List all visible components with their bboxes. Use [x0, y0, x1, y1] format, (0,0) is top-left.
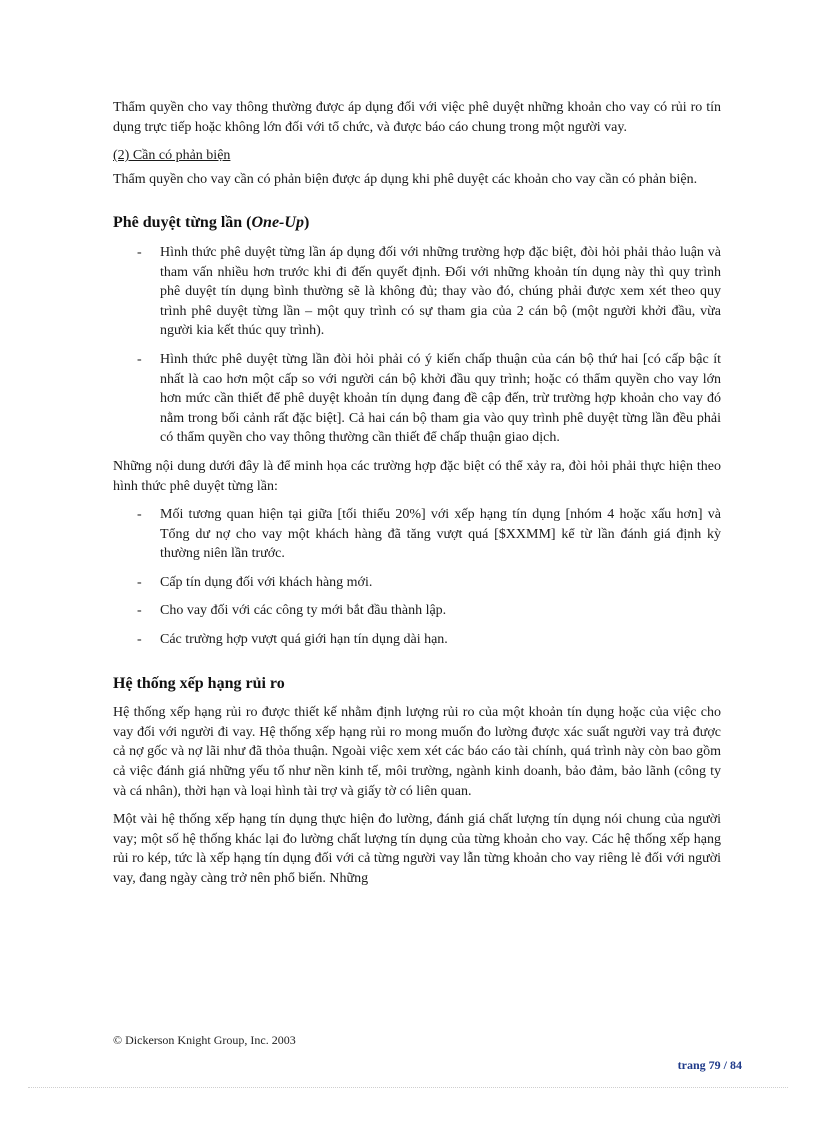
one-up-bullet-list	[113, 243, 721, 448]
list-item-text: Các trường hợp vượt quá giới hạn tín dụng dài hạn.	[160, 632, 448, 648]
page-number: trang 79 / 84	[677, 1058, 742, 1072]
special-cases-list	[113, 505, 721, 650]
list-item	[113, 630, 721, 650]
page-bottom-divider	[28, 1087, 788, 1088]
list-item	[113, 505, 721, 564]
section-title-one-up: Phê duyệt từng lần	[113, 214, 243, 232]
section-heading-risk-rating: Hệ thống xếp hạng rủi ro	[113, 674, 285, 692]
list-item	[113, 350, 721, 448]
bullet-dash: -	[137, 507, 142, 523]
paragraph-risk-rating-2: Một vài hệ thống xếp hạng tín dụng thực hiện đo lường, đánh giá chất lượng tín dụng nói chung của người vay; một số hệ thống khác lại đo lường chất lượng tín dụng của từng khoản cho vay. Các hệ thống xếp hạng rủi ro kép, tức là xếp hạng tín dụng đối với cả từng người vay lẫn từng khoản cho vay riêng lẻ đối với người vay, đang ngày càng trở nên phổ biến. Những	[113, 812, 721, 886]
paragraph-review-authority: Thẩm quyền cho vay cần có phản biện được áp dụng khi phê duyệt các khoản cho vay cần có phản biện.	[113, 171, 698, 187]
bullet-dash: -	[137, 632, 142, 648]
list-item-text: Mối tương quan hiện tại giữa [tối thiểu 20%] với xếp hạng tín dụng [nhóm 4 hoặc xấu hơn] và Tổng dư nợ cho vay một khách hàng đã tăng vượt quá [$XXMM] kể từ lần đánh giá định kỳ thường niên lần trước.	[160, 507, 721, 562]
sub-heading-review: (2) Cần có phản biện	[113, 148, 231, 164]
list-item	[113, 573, 721, 593]
bullet-dash: -	[137, 244, 142, 260]
list-item	[113, 243, 721, 341]
paragraph-risk-rating-1: Hệ thống xếp hạng rủi ro được thiết kế nhằm định lượng rủi ro của một khoản tín dụng hoặc của việc cho vay đối với người đi vay. Hệ thống xếp hạng rủi ro mong muốn đo lường được xác suất người vay trả được cả nợ gốc và nợ lãi như đã thỏa thuận. Ngoài việc xem xét các báo cáo tài chính, quá trình này còn bao gồm cả việc đánh giá những yếu tố như nền kinh tế, môi trường, ngành kinh doanh, bảo đảm, bảo lãnh (công ty và cá nhân), thời hạn và loại hình tài trợ và giấy tờ có liên quan.	[113, 705, 721, 799]
list-item	[113, 601, 721, 621]
document-page	[113, 98, 721, 898]
paragraph-special-cases-intro: Những nội dung dưới đây là để minh họa các trường hợp đặc biệt có thể xảy ra, đòi hỏi phải thực hiện theo hình thức phê duyệt từng lần:	[113, 458, 721, 494]
list-item-text: Cho vay đối với các công ty mới bắt đầu thành lập.	[160, 603, 447, 619]
list-item-text: Cấp tín dụng đối với khách hàng mới.	[160, 574, 373, 590]
list-item-text: Hình thức phê duyệt từng lần đòi hỏi phải có ý kiến chấp thuận của cán bộ thứ hai [có cấp bậc ít nhất là cao hơn một cấp so với người cán bộ khởi đầu quy trình; hoặc có thẩm quyền cho vay lớn hơn mức cần thiết để phê duyệt khoản tín dụng đang đề cập đến, trừ trường hợp khoản cho vay đó nằm trong bối cảnh rất đặc biệt]. Cả hai cán bộ tham gia vào quy trình phê duyệt từng lần đều phải có thẩm quyền cho vay thông thường cần thiết để chấp thuận giao dịch.	[160, 351, 721, 446]
list-item-text: Hình thức phê duyệt từng lần áp dụng đối với những trường hợp đặc biệt, đòi hỏi phải thảo luận và tham vấn nhiều hơn trước khi đi đến quyết định. Đối với những khoản tín dụng này thì quy trình phê duyệt tín dụng bình thường sẽ là không đủ; thay vào đó, chúng phải được xem xét theo quy trình phê duyệt từng lần – một quy trình có sự tham gia của 2 cán bộ (một người khởi đầu, vừa người kia kết thúc quy trình).	[160, 244, 721, 339]
bullet-dash: -	[137, 574, 142, 590]
bullet-dash: -	[137, 351, 142, 367]
footer-copyright: © Dickerson Knight Group, Inc. 2003	[113, 1033, 296, 1047]
paragraph-normal-authority: Thẩm quyền cho vay thông thường được áp dụng đối với việc phê duyệt những khoản cho vay có rủi ro tín dụng trực tiếp hoặc không lớn đối với tổ chức, và được báo cáo chung trong một người vay.	[113, 100, 721, 135]
section-heading-one-up: Phê duyệt từng lần (One-Up)	[113, 214, 310, 232]
bullet-dash: -	[137, 603, 142, 619]
section-title-em: One-Up	[251, 214, 304, 232]
